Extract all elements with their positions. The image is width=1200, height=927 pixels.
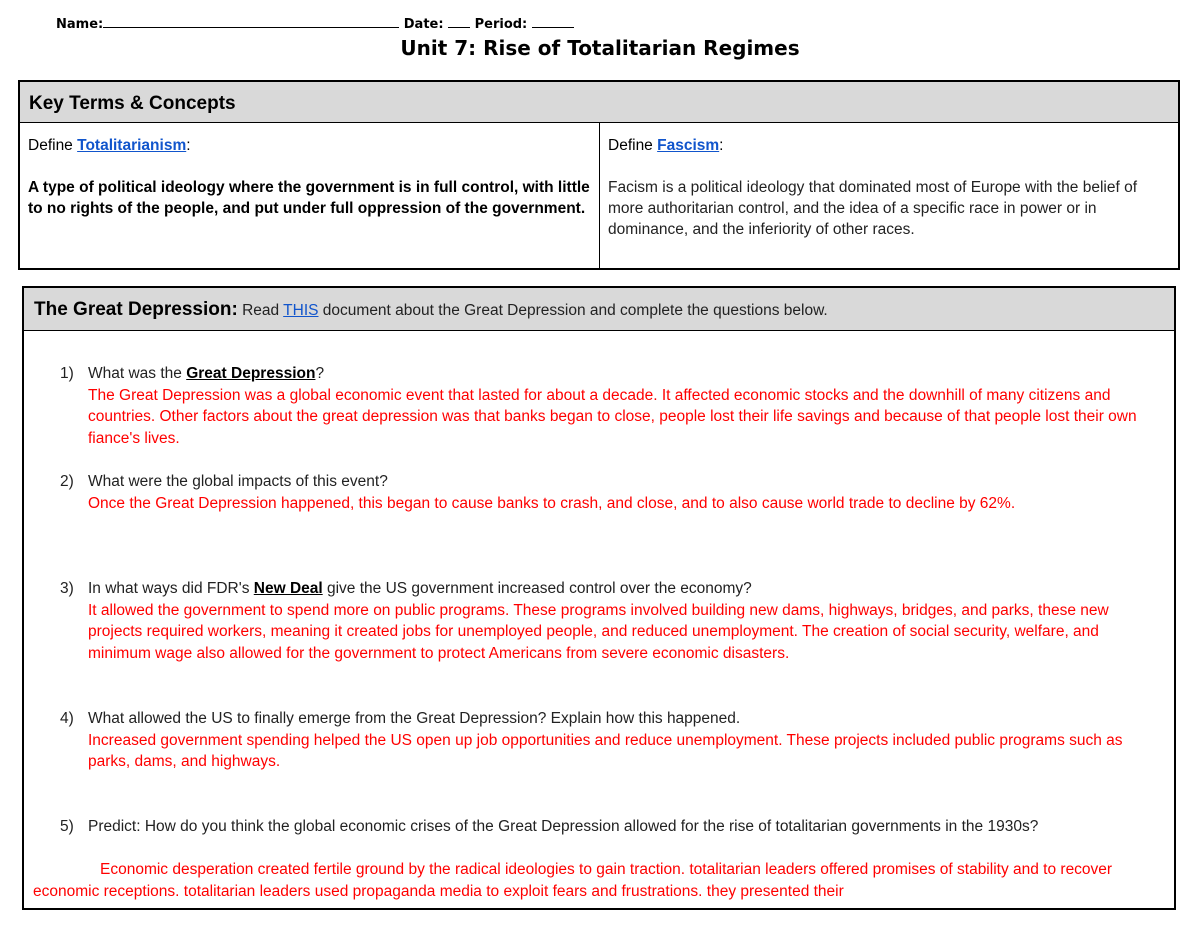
question-2: [60, 471, 1166, 514]
define-prefix: Define: [608, 137, 658, 154]
question-text: What were the global impacts of this event?: [88, 473, 388, 490]
page-title: Unit 7: Rise of Totalitarian Regimes: [400, 36, 800, 60]
define-prefix: Define: [28, 137, 78, 154]
question-number: 5): [60, 818, 74, 835]
q1-pre: What was the: [88, 365, 187, 382]
question-text: [88, 363, 1166, 385]
question-1: [60, 363, 1166, 449]
q3-post: give the US government increased control over the economy?: [322, 580, 752, 597]
question-number: 3): [60, 580, 74, 597]
question-5: [60, 816, 1166, 838]
date-label: Date:: [403, 17, 444, 32]
question-text: Predict: How do you think the global economic crises of the Great Depression allowed for the rise of totalitarian governments in the 1930s?: [88, 818, 1039, 835]
date-blank[interactable]: [448, 14, 470, 28]
totalitarianism-definition[interactable]: A type of political ideology where the government is in full control, with little to no rights of the people, and put under full oppression of the government.: [28, 179, 590, 217]
period-label: Period:: [474, 17, 528, 32]
q3-pre: In what ways did FDR's: [88, 580, 254, 597]
totalitarianism-link[interactable]: Totalitarianism: [77, 137, 187, 154]
question-number: 4): [60, 710, 74, 727]
great-depression-table: [22, 286, 1176, 910]
answer-text[interactable]: The Great Depression was a global economic event that lasted for about a decade. It affected economic stocks and the downhill of many citizens and countries. Other factors about the great depression was that banks began to close, people lost their life savings and because of that people lost their own fiance's lives.: [88, 386, 1137, 447]
great-depression-heading-bold: The Great Depression:: [34, 299, 238, 320]
fascism-cell[interactable]: [600, 123, 1178, 268]
colon: :: [186, 137, 191, 154]
question-number: 2): [60, 473, 74, 490]
key-terms-table: [18, 80, 1180, 270]
question-text: [88, 578, 1166, 600]
period-blank[interactable]: [532, 14, 574, 28]
name-blank[interactable]: [103, 14, 399, 28]
question-4: [60, 708, 1166, 773]
great-depression-heading: [24, 288, 1174, 331]
key-terms-heading: Key Terms & Concepts: [20, 82, 1178, 123]
question-3: [60, 578, 1166, 664]
q1-post: ?: [315, 365, 325, 382]
totalitarianism-prompt: [28, 135, 591, 156]
heading-read: Read: [237, 302, 284, 319]
name-label: Name:: [56, 17, 104, 32]
fascism-prompt: [608, 135, 1170, 156]
fascism-link[interactable]: Fascism: [657, 137, 720, 154]
heading-instructions: document about the Great Depression and complete the questions below.: [318, 302, 828, 319]
fascism-definition[interactable]: Facism is a political ideology that dominated most of Europe with the belief of more authoritarian control, and the idea of a specific race in power or in dominance, and the inferiority of other races.: [608, 179, 1137, 238]
colon: :: [719, 137, 724, 154]
this-document-link[interactable]: THIS: [283, 302, 319, 319]
new-deal-term: New Deal: [253, 580, 323, 597]
question-5-answer[interactable]: Economic desperation created fertile ground by the radical ideologies to gain traction. totalitarian leaders offered promises of stability and to recover economic receptions. totalitarian leaders used propaganda media to exploit fears and frustrations. they presented their: [33, 861, 1113, 900]
answer-text[interactable]: Once the Great Depression happened, this began to cause banks to crash, and close, and to also cause world trade to decline by 62%.: [88, 494, 1016, 512]
answer-text[interactable]: Increased government spending helped the US open up job opportunities and reduce unemployment. These projects included public programs such as parks, dams, and highways.: [88, 731, 1123, 770]
totalitarianism-cell[interactable]: [20, 123, 600, 268]
answer-text[interactable]: It allowed the government to spend more on public programs. These programs involved building new dams, highways, bridges, and parks, these new projects required workers, meaning it created jobs for unemployed people, and reduced unemployment. The creation of social security, welfare, and minimum wage also allowed for the government to protect Americans from severe economic disasters.: [88, 601, 1109, 662]
great-depression-term: Great Depression: [186, 365, 316, 382]
question-text: What allowed the US to finally emerge from the Great Depression? Explain how this happened.: [88, 710, 741, 727]
question-number: 1): [60, 365, 74, 382]
student-info-header: [56, 14, 574, 32]
